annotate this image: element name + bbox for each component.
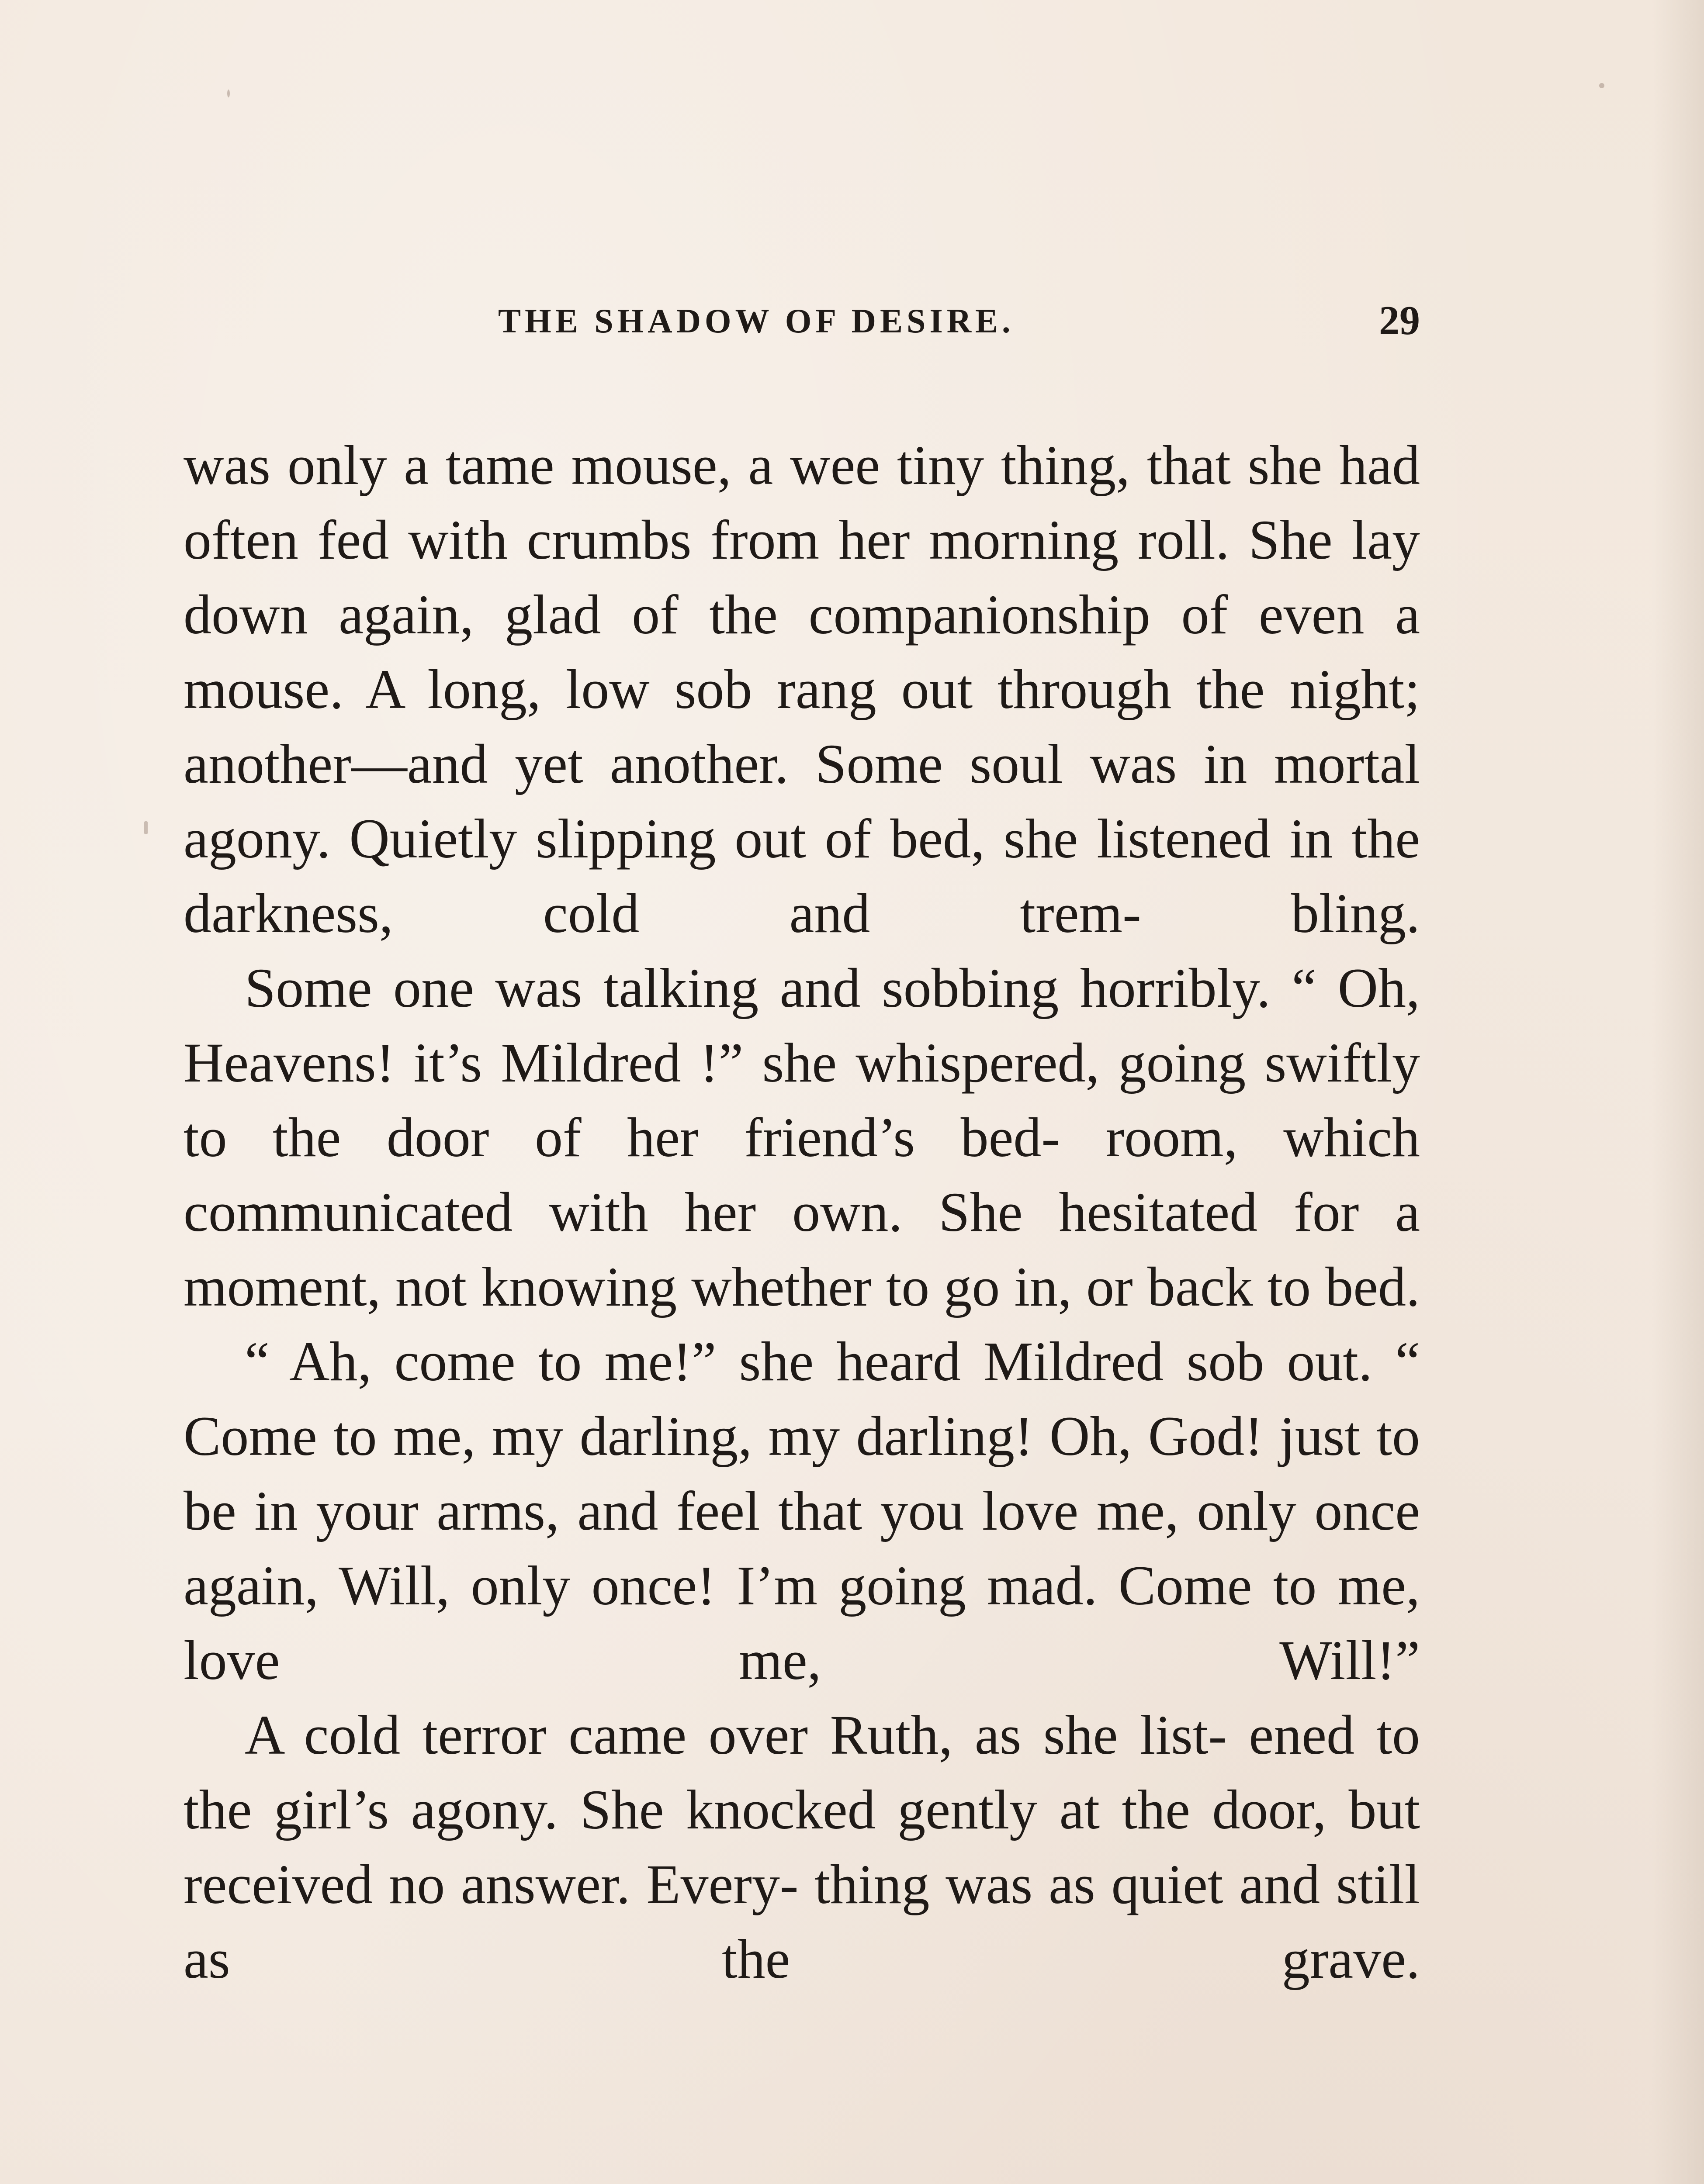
page-number: 29	[1379, 298, 1420, 343]
paper-speck	[144, 821, 148, 834]
page-edge-shadow	[1652, 0, 1704, 2184]
body-text	[184, 428, 1420, 1997]
running-head	[184, 297, 1420, 345]
running-title: THE SHADOW OF DESIRE.	[498, 302, 1015, 340]
paragraph: was only a tame mouse, a wee tiny thing, that she had often fed with crumbs from her morning roll. She lay down again, glad of the companionship of even a mouse. A long, low sob rang out through the night; another—and yet another. Some soul was in mortal agony. Quietly slipping out of bed, she listened in the darkness, cold and trem- bling.	[184, 434, 1420, 944]
paper-speck	[1599, 83, 1604, 88]
paragraph: A cold terror came over Ruth, as she list- ened to the girl’s agony. She knocked gently at the door, but received no answer. Every- thing was as quiet and still as the grave.	[184, 1704, 1420, 1990]
paragraph: Some one was talking and sobbing horribly. “ Oh, Heavens! it’s Mildred !” she whispered, going swiftly to the door of her friend’s bed- room, which communicated with her own. She hesitated for a moment, not knowing whether to go in, or back to bed.	[184, 957, 1420, 1318]
paragraph: “ Ah, come to me!” she heard Mildred sob out. “ Come to me, my darling, my darling! Oh, God! just to be in your arms, and feel that you love me, only once again, Will, only once! I’m going mad. Come to me, love me, Will!”	[184, 1330, 1420, 1691]
paper-speck	[227, 90, 230, 97]
